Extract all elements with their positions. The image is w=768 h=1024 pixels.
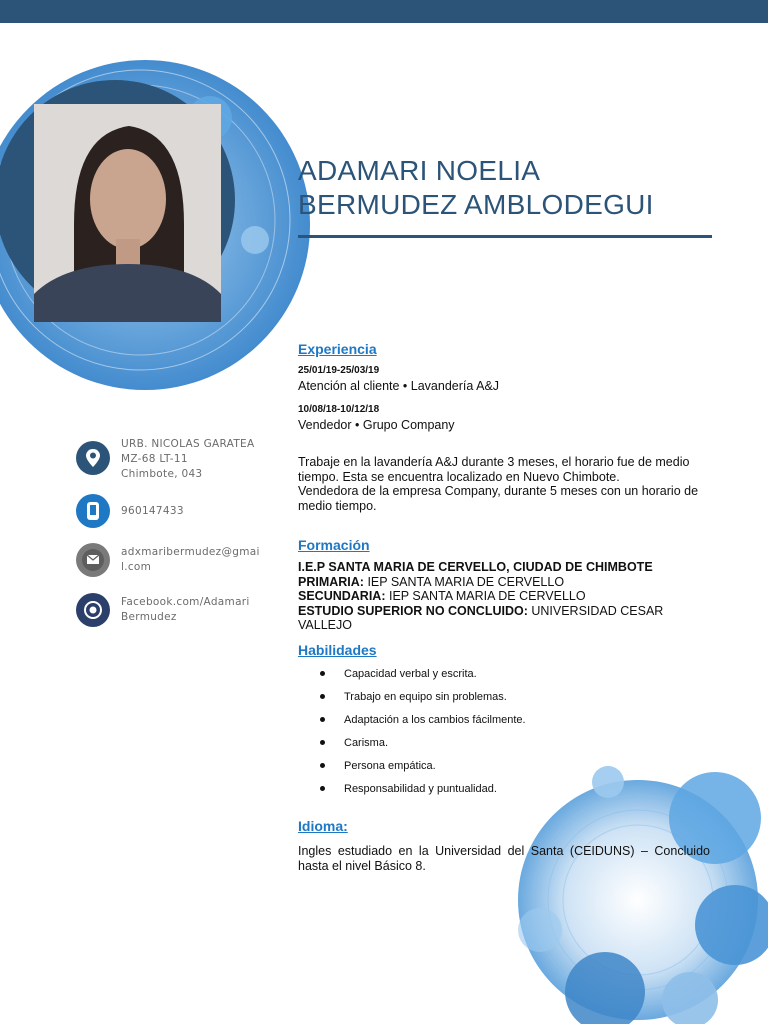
education-superior [298,604,710,633]
email-icon [76,543,110,577]
phone-icon [76,494,110,528]
facebook-line-2[interactable]: Bermudez [121,611,177,623]
language-text: Ingles estudiado en la Universidad del Santa (CEIDUNS) – Concluido hasta el nivel Básico 8. [298,844,710,873]
experience-description-2: Vendedora de la empresa Company, durante 5 meses con un horario de medio tiempo. [298,484,699,513]
bullet-icon [320,763,325,768]
address-line-3: Chimbote, 043 [121,468,203,480]
name-line-2: BERMUDEZ AMBLODEGUI [298,189,654,220]
list-item: Capacidad verbal y escrita. [320,664,526,687]
phone-number[interactable]: 960147433 [121,505,184,517]
list-item: Carisma. [320,733,526,756]
location-icon [76,441,110,475]
education-secundaria [298,589,710,604]
skills-list [320,664,526,802]
education-line-1: I.E.P SANTA MARIA DE CERVELLO, CIUDAD DE CHIMBOTE [298,560,653,574]
email-line-1[interactable]: adxmaribermudez@gmai [121,546,260,558]
experience-description-1: Trabaje en la lavandería A&J durante 3 meses, el horario fue de medio tiempo. Esta se encuentra localizado en Nuevo Chimbote. [298,455,690,484]
email-line-2[interactable]: l.com [121,561,152,573]
skills-heading: Habilidades [298,642,377,658]
experience-description [298,455,710,513]
address-line-2: MZ-68 LT-11 [121,453,188,465]
list-item: Persona empática. [320,756,526,779]
primaria-label: PRIMARIA: [298,574,364,589]
experience-heading: Experiencia [298,341,377,357]
superior-label: ESTUDIO SUPERIOR NO CONCLUIDO: [298,603,528,618]
address-line-1: URB. NICOLAS GARATEA [121,438,255,450]
bullet-icon [320,671,325,676]
list-item: Adaptación a los cambios fácilmente. [320,710,526,733]
name-line-1: ADAMARI NOELIA [298,155,541,186]
list-item: Trabajo en equipo sin problemas. [320,687,526,710]
web-icon [76,593,110,627]
education-block [298,560,710,633]
experience-job-2 [298,403,710,432]
education-primaria [298,575,710,590]
bullet-icon [320,740,325,745]
profile-photo [34,104,221,322]
secundaria-value: IEP SANTA MARIA DE CERVELLO [385,589,586,603]
language-heading: Idioma: [298,818,348,834]
list-item: Responsabilidad y puntualidad. [320,779,526,802]
full-name [298,154,718,222]
experience-job-1 [298,364,710,393]
name-underline [298,235,712,238]
job-2-title: Vendedor • Grupo Company [298,417,455,432]
superior-value: UNIVERSIDAD CESAR VALLEJO [298,603,664,632]
job-1-title: Atención al cliente • Lavandería A&J [298,378,500,393]
job-1-dates: 25/01/19-25/03/19 [298,365,380,376]
bullet-icon [320,717,325,722]
bullet-icon [320,694,325,699]
education-heading: Formación [298,537,370,553]
job-2-dates: 10/08/18-10/12/18 [298,404,380,415]
primaria-value: IEP SANTA MARIA DE CERVELLO [363,574,565,589]
bullet-icon [320,786,325,791]
facebook-line-1[interactable]: Facebook.com/Adamari [121,596,250,608]
secundaria-label: SECUNDARIA: [298,589,386,603]
